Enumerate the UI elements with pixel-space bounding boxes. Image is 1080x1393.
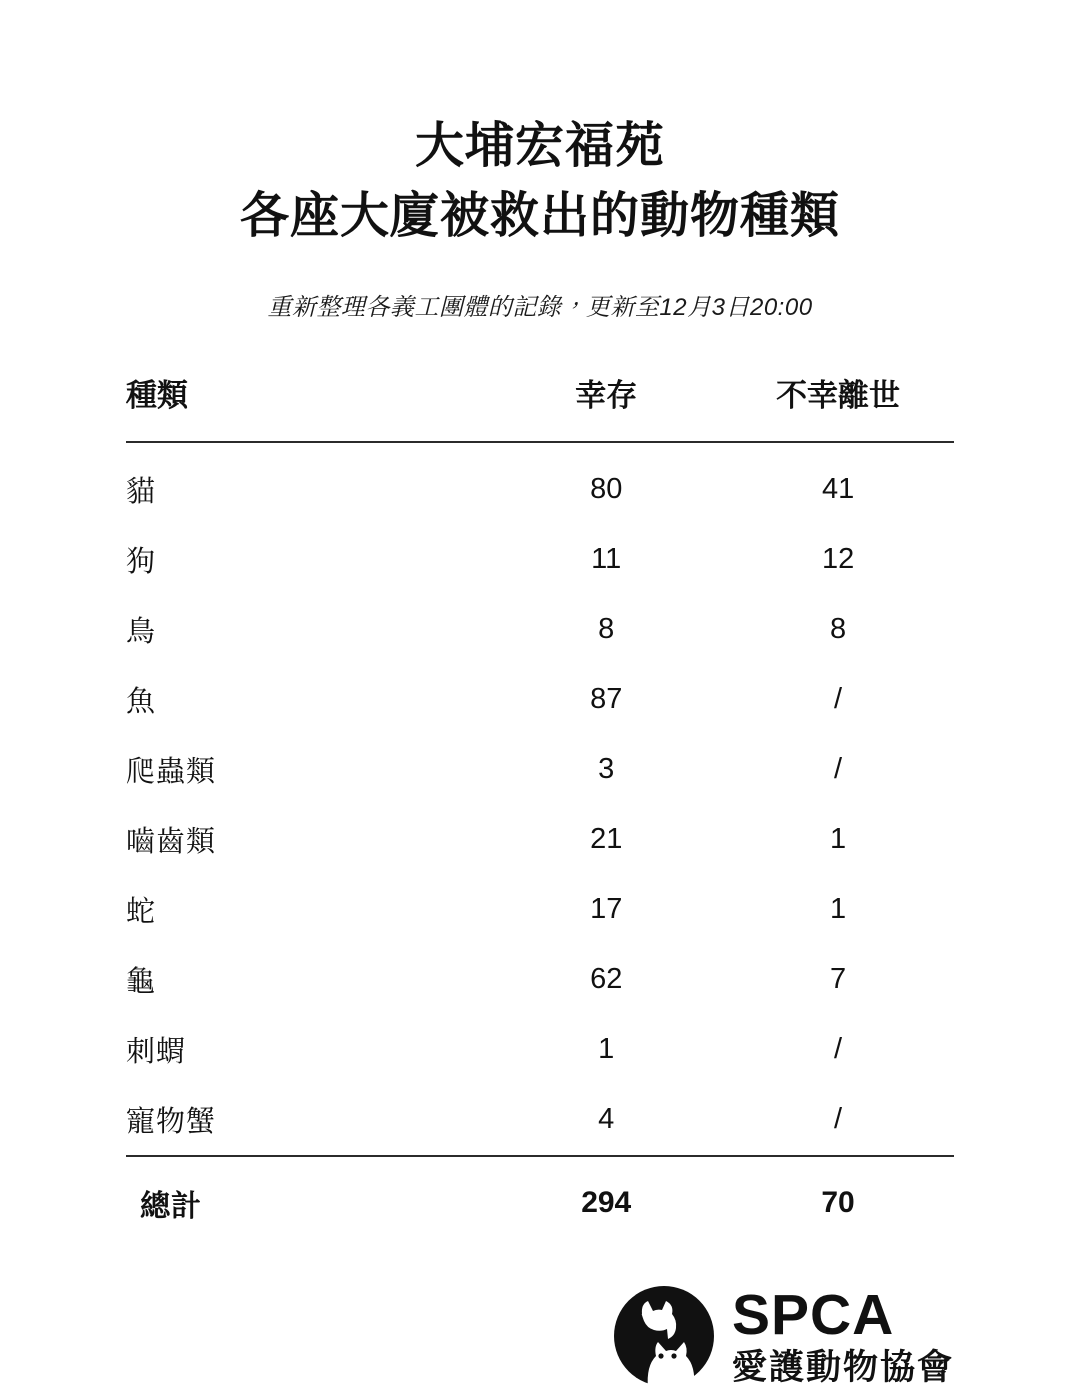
cell-dead: 1: [830, 823, 847, 856]
column-header-species: 種類: [126, 378, 188, 414]
table-row: [126, 443, 954, 525]
cell-species: 嚙齒類: [126, 826, 217, 859]
table-row: [126, 735, 954, 805]
cell-alive: 62: [590, 963, 623, 996]
animals-table-wrapper: [126, 370, 954, 1226]
cell-dead: /: [834, 683, 843, 716]
table-footer: [126, 1155, 954, 1226]
column-header-dead: 不幸離世: [776, 378, 901, 414]
page-title-line-2: 各座大廈被救出的動物種類: [239, 188, 840, 243]
cell-species: 貓: [126, 476, 157, 509]
cell-alive: 4: [598, 1103, 615, 1136]
table-header-row: [126, 370, 954, 441]
cell-species: 龜: [126, 966, 157, 999]
animals-table: [126, 370, 954, 1226]
logo-text: [731, 1283, 954, 1388]
title-block: [0, 112, 1080, 322]
total-alive: 294: [581, 1186, 632, 1220]
table-row: [126, 945, 954, 1015]
cell-dead: /: [834, 1033, 843, 1066]
cell-dead: 1: [830, 893, 847, 926]
cell-alive: 80: [590, 473, 623, 506]
total-row: [126, 1157, 954, 1226]
total-label: 總計: [140, 1190, 202, 1224]
cell-dead: /: [834, 753, 843, 786]
page-subtitle: 重新整理各義工團體的記錄，更新至12月3日20:00: [267, 294, 813, 322]
table-row: [126, 1015, 954, 1085]
cell-species: 爬蟲類: [126, 756, 217, 789]
table-row: [126, 805, 954, 875]
table-header: [126, 370, 954, 443]
spca-logo: [612, 1284, 954, 1388]
cell-species: 蛇: [126, 896, 157, 929]
cell-species: 寵物蟹: [126, 1106, 217, 1139]
cell-alive: 87: [590, 683, 623, 716]
cell-species: 狗: [126, 546, 157, 579]
cell-dead: 7: [830, 963, 847, 996]
cell-alive: 21: [590, 823, 623, 856]
table-row: [126, 665, 954, 735]
table-row: [126, 875, 954, 945]
cell-dead: 12: [821, 543, 855, 576]
logo-area: [126, 1284, 954, 1388]
logo-subtitle: 愛護動物協會: [731, 1348, 954, 1388]
cell-alive: 8: [598, 613, 615, 646]
cell-alive: 11: [591, 543, 622, 576]
cell-alive: 17: [590, 893, 623, 926]
cell-dead: /: [834, 1103, 843, 1136]
table-row: [126, 1085, 954, 1155]
spca-cat-dog-circle-icon: [612, 1284, 716, 1388]
cell-species: 鳥: [126, 616, 157, 649]
total-dead: 70: [821, 1186, 855, 1220]
table-body: [126, 443, 954, 1155]
cell-species: 刺蝟: [126, 1036, 187, 1069]
column-header-alive: 幸存: [575, 378, 638, 414]
cell-species: 魚: [126, 686, 157, 719]
cell-dead: 41: [821, 473, 855, 506]
cell-alive: 1: [598, 1033, 615, 1066]
table-row: [126, 525, 954, 595]
cell-alive: 3: [598, 753, 615, 786]
cell-dead: 8: [830, 613, 847, 646]
table-row: [126, 595, 954, 665]
logo-name: SPCA: [731, 1283, 895, 1348]
page-title-line-1: 大埔宏福苑: [414, 119, 665, 173]
